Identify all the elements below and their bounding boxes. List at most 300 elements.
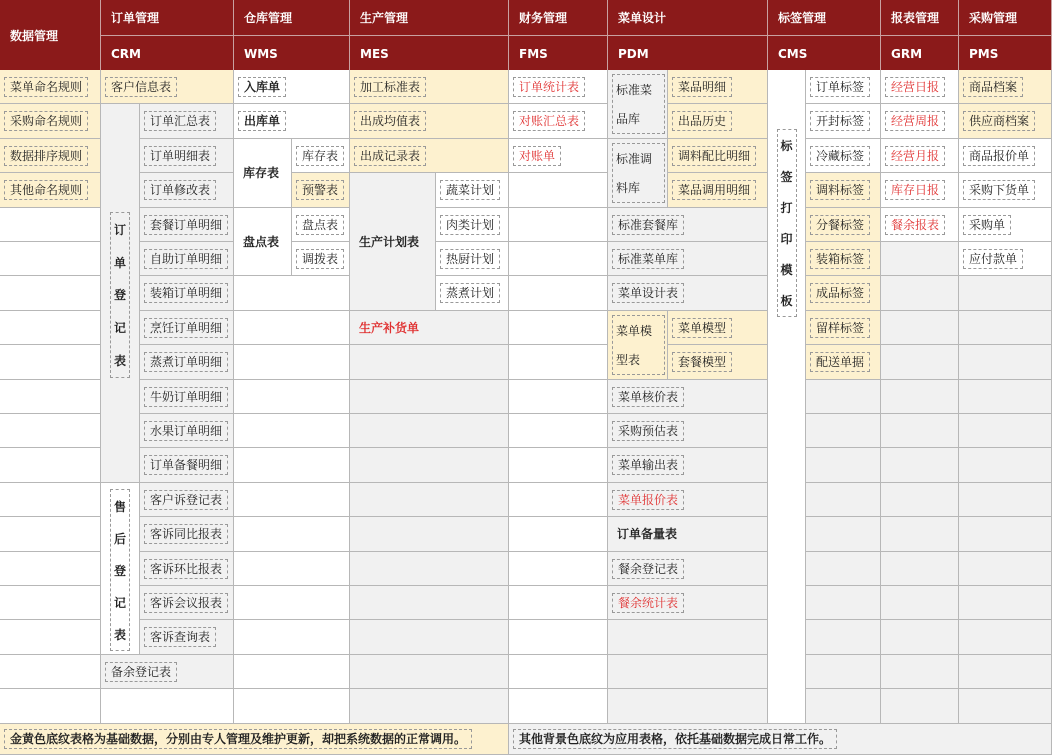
cms-tag-cell [806, 276, 881, 311]
wms-empty [234, 311, 350, 345]
cms-group-char: 印 [780, 232, 793, 246]
crm-customer-cell [101, 70, 234, 104]
header-module-title [959, 0, 1052, 36]
pdm-model-sub-wrap [672, 318, 732, 338]
grm-cell [881, 242, 959, 276]
cms-tag-cell [806, 586, 881, 620]
cms-tag-item[interactable]: 冷藏标签 [810, 146, 870, 166]
pms-cell [959, 276, 1052, 311]
crm-order-item-wrap [144, 215, 228, 235]
cms-tag-item-wrap [810, 215, 870, 235]
pdm-stdadj-sub-wrap [672, 146, 756, 166]
wms-empty [234, 689, 350, 724]
fms-item[interactable]: 对账单 [513, 146, 561, 166]
crm-order-item[interactable]: 订单备餐明细 [144, 455, 228, 475]
pms-cell [959, 448, 1052, 483]
mes-plan-sub-cell [436, 208, 509, 242]
pdm-row2-item[interactable]: 菜单输出表 [612, 455, 684, 475]
crm-after-item[interactable]: 客诉会议报表 [144, 593, 228, 613]
pdm-stdadj-sub-cell [668, 139, 768, 173]
grm-cell [881, 517, 959, 552]
wms-stock-sub-cell [292, 139, 350, 173]
col0-rule-item[interactable]: 菜单命名规则 [4, 77, 88, 97]
wms-out-cell [234, 104, 350, 139]
fms-item-wrap [513, 77, 585, 97]
mes-plan-sub[interactable]: 蒸煮计划 [440, 283, 500, 303]
fms-cell [509, 276, 608, 311]
crm-after-cell [140, 483, 234, 517]
crm-after-group-char: 记 [113, 595, 126, 610]
fms-item[interactable]: 订单统计表 [513, 77, 585, 97]
pdm-stdlib-sub-wrap [672, 77, 732, 97]
pms-item[interactable]: 采购下货单 [963, 180, 1035, 200]
mes-empty [350, 620, 509, 655]
crm-after-group-char: 后 [113, 531, 126, 546]
cms-tag-item[interactable]: 配送单据 [810, 352, 870, 372]
grm-item[interactable]: 库存日报 [885, 180, 945, 200]
wms-empty [234, 276, 350, 311]
mes-empty [350, 552, 509, 586]
crm-order-cell [140, 276, 234, 311]
mes-item-wrap [354, 146, 426, 166]
crm-after-cell [140, 620, 234, 655]
pdm-model[interactable] [612, 315, 665, 375]
crm-after-group [101, 483, 140, 655]
fms-cell [509, 139, 608, 173]
grm-cell [881, 173, 959, 208]
header-module-code [608, 36, 768, 72]
footer-app-note-text: 其他背景色底纹为应用表格，依托基础数据完成日常工作。 [513, 729, 837, 749]
wms-in[interactable]: 入库单 [238, 77, 286, 97]
crm-order-item[interactable]: 套餐订单明细 [144, 215, 228, 235]
col0-rule-item-wrap [4, 180, 88, 200]
pdm-model-sub[interactable]: 菜单模型 [672, 318, 732, 338]
header-module-title [350, 0, 509, 36]
mes-plan-sub[interactable]: 蔬菜计划 [440, 180, 500, 200]
col0-rule-item[interactable]: 数据排序规则 [4, 146, 88, 166]
col0-cell [0, 655, 101, 689]
fms-cell [509, 655, 608, 689]
cms-tag-cell [806, 655, 881, 689]
pms-item-wrap [963, 146, 1035, 166]
pms-cell [959, 414, 1052, 448]
header-module-code [959, 36, 1052, 72]
wms-empty [234, 620, 350, 655]
pms-cell [959, 70, 1052, 104]
wms-stock-wrap [238, 164, 284, 182]
cms-tag-item-wrap [810, 146, 870, 166]
crm-order-item[interactable]: 蒸煮订单明细 [144, 352, 228, 372]
crm-order-item[interactable]: 订单明细表 [144, 146, 216, 166]
mes-plan-cell [350, 173, 436, 311]
pdm-stdadj-cell [608, 139, 668, 208]
mes-item[interactable]: 出成均值表 [354, 111, 426, 131]
footer-base-note-text: 金黄色底纹表格为基础数据，分别由专人管理及维护更新，却把系统数据的正常调用。 [4, 729, 472, 749]
header-module-title-text: 生产管理 [360, 11, 409, 25]
cms-tag-item-wrap [810, 352, 870, 372]
pms-cell [959, 242, 1052, 276]
crm-after-item-wrap [144, 593, 228, 613]
crm-order-group-label [110, 212, 130, 378]
grm-item-wrap [885, 180, 945, 200]
pdm-model-sub-wrap [672, 352, 732, 372]
pms-cell [959, 104, 1052, 139]
mes-item-wrap [354, 111, 426, 131]
mes-empty [350, 689, 509, 724]
pms-item-wrap [963, 77, 1023, 97]
pdm-stdlib-sub[interactable]: 出品历史 [672, 111, 732, 131]
fms-cell [509, 517, 608, 552]
pdm-row2-item[interactable]: 餐余统计表 [612, 593, 684, 613]
pms-item-wrap [963, 111, 1035, 131]
wms-check[interactable]: 盘点表 [243, 234, 280, 249]
fms-cell [509, 483, 608, 517]
crm-order-item-wrap [144, 318, 228, 338]
cms-group-label [777, 129, 797, 317]
header-data-management [0, 0, 101, 72]
mes-empty [350, 448, 509, 483]
grm-item[interactable]: 经营周报 [885, 111, 945, 131]
crm-order-item-wrap [144, 283, 228, 303]
crm-order-group-char: 单 [113, 255, 126, 270]
mes-plan-sub-cell [436, 276, 509, 311]
cms-tag-item-wrap [810, 283, 870, 303]
wms-empty [234, 345, 350, 380]
cms-tag-item[interactable]: 分餐标签 [810, 215, 870, 235]
cms-group-char: 板 [780, 294, 793, 308]
cms-group-char: 标 [780, 139, 793, 153]
mes-item-cell [350, 70, 509, 104]
cms-tag-item[interactable]: 留样标签 [810, 318, 870, 338]
cms-tag-cell [806, 104, 881, 139]
mes-empty [350, 380, 509, 414]
pdm-row2-cell [608, 552, 768, 586]
pms-cell [959, 173, 1052, 208]
grm-item-wrap [885, 215, 945, 235]
crm-order-cell [140, 139, 234, 173]
grm-cell [881, 483, 959, 517]
pdm-empty [608, 655, 768, 689]
fms-cell [509, 552, 608, 586]
fms-cell [509, 173, 608, 208]
grm-cell [881, 655, 959, 689]
mes-plan-sub-wrap [440, 180, 500, 200]
mes-plan-sub-wrap [440, 283, 500, 303]
header-module-code-text: PMS [969, 46, 999, 61]
grm-item[interactable]: 经营月报 [885, 146, 945, 166]
wms-check-cell [234, 208, 292, 276]
pdm-stdadj-sub-wrap [672, 180, 756, 200]
grm-cell [881, 208, 959, 242]
pms-item[interactable]: 商品报价单 [963, 146, 1035, 166]
pms-item[interactable]: 应付款单 [963, 249, 1023, 269]
col0-cell [0, 414, 101, 448]
header-module-code [881, 36, 959, 72]
pdm-stdlib-sub-wrap [672, 111, 732, 131]
cms-tag-cell [806, 139, 881, 173]
grm-cell [881, 311, 959, 345]
wms-warn[interactable]: 预警表 [296, 180, 344, 200]
crm-order-item[interactable]: 水果订单明细 [144, 421, 228, 441]
cms-group-cell [768, 70, 806, 724]
crm-order-item[interactable]: 牛奶订单明细 [144, 387, 228, 407]
grm-cell [881, 276, 959, 311]
pdm-row2-cell [608, 380, 768, 414]
wms-in-cell [234, 70, 350, 104]
grm-item[interactable]: 经营日报 [885, 77, 945, 97]
crm-after-item-wrap [144, 627, 216, 647]
pdm-stdadj-sub[interactable]: 调料配比明细 [672, 146, 756, 166]
crm-after-group-char: 售 [113, 499, 126, 514]
col0-cell [0, 311, 101, 345]
cms-tag-item[interactable]: 调料标签 [810, 180, 870, 200]
cms-tag-cell [806, 242, 881, 276]
fms-cell [509, 345, 608, 380]
wms-empty [234, 380, 350, 414]
pdm-empty [608, 689, 768, 724]
crm-after-item[interactable]: 客户诉登记表 [144, 490, 228, 510]
pms-cell [959, 139, 1052, 173]
mes-item[interactable]: 出成记录表 [354, 146, 426, 166]
header-module-code-text: WMS [244, 46, 278, 61]
wms-transfer-cell [292, 242, 350, 276]
pdm-row2-cell [608, 483, 768, 517]
cms-tag-cell [806, 689, 881, 724]
fms-cell [509, 414, 608, 448]
pms-cell [959, 689, 1052, 724]
pms-item[interactable]: 供应商档案 [963, 111, 1035, 131]
header-module-code [234, 36, 350, 72]
cms-tag-cell [806, 208, 881, 242]
mes-plan-sub-wrap [440, 215, 500, 235]
mes-plan-sub-cell [436, 173, 509, 208]
crm-after-group-char: 登 [113, 563, 126, 578]
grm-item[interactable]: 餐余报表 [885, 215, 945, 235]
pdm-row2-item[interactable]: 餐余登记表 [612, 559, 684, 579]
cms-group-char: 模 [780, 263, 793, 277]
grm-cell [881, 380, 959, 414]
pdm-stdlib-sub-cell [668, 104, 768, 139]
header-module-code [101, 36, 234, 72]
header-module-code-text: GRM [891, 46, 923, 61]
crm-order-cell [140, 448, 234, 483]
pdm-model-sub-cell [668, 345, 768, 380]
cms-tag-item-wrap [810, 77, 870, 97]
wms-check-wrap [238, 233, 284, 251]
cms-tag-item-wrap [810, 111, 870, 131]
mes-item[interactable]: 加工标准表 [354, 77, 426, 97]
col0-cell [0, 345, 101, 380]
cms-tag-item-wrap [810, 180, 870, 200]
pms-cell [959, 620, 1052, 655]
col0-cell [0, 620, 101, 655]
wms-empty [234, 414, 350, 448]
cms-tag-cell [806, 620, 881, 655]
col0-cell [0, 380, 101, 414]
wms-check-sub-cell [292, 208, 350, 242]
crm-after-item[interactable]: 客诉查询表 [144, 627, 216, 647]
crm-bottom-cell [101, 655, 234, 689]
header-module-code-text: CRM [111, 46, 141, 61]
pdm-row-cell [608, 276, 768, 311]
pdm-row2-item-wrap [612, 455, 684, 475]
pdm-stdlib-sub[interactable]: 菜品明细 [672, 77, 732, 97]
crm-order-item[interactable]: 装箱订单明细 [144, 283, 228, 303]
pdm-stdadj[interactable] [612, 143, 665, 203]
fms-cell [509, 208, 608, 242]
pdm-model-sub[interactable]: 套餐模型 [672, 352, 732, 372]
fms-item[interactable]: 对账汇总表 [513, 111, 585, 131]
mes-empty [350, 586, 509, 620]
cms-tag-item[interactable]: 开封标签 [810, 111, 870, 131]
pdm-empty [608, 620, 768, 655]
pms-cell [959, 483, 1052, 517]
pms-item[interactable]: 商品档案 [963, 77, 1023, 97]
crm-after-group-label [110, 489, 130, 651]
pms-item[interactable]: 采购单 [963, 215, 1011, 235]
mes-plan-sub-wrap [440, 249, 500, 269]
pdm-row2-item[interactable]: 菜单报价表 [612, 490, 684, 510]
col0-rule-item-wrap [4, 77, 88, 97]
grm-cell [881, 345, 959, 380]
col0-cell [0, 173, 101, 208]
wms-stock[interactable]: 库存表 [243, 166, 280, 180]
mes-plan-sub[interactable]: 肉类计划 [440, 215, 500, 235]
mes-plan-sub[interactable]: 热厨计划 [440, 249, 500, 269]
pdm-stdadj-sub-cell [668, 173, 768, 208]
crm-customer-info[interactable]: 客户信息表 [105, 77, 177, 97]
grm-cell [881, 586, 959, 620]
cms-group-char: 打 [780, 201, 793, 215]
crm-order-item[interactable]: 订单汇总表 [144, 111, 216, 131]
col0-cell [0, 448, 101, 483]
wms-stock-sub[interactable]: 库存表 [296, 146, 344, 166]
mes-replenish-cell [350, 311, 509, 345]
col0-cell [0, 689, 101, 724]
wms-check-sub[interactable]: 盘点表 [296, 215, 344, 235]
crm-order-cell [140, 311, 234, 345]
crm-order-item-wrap [144, 180, 216, 200]
pms-cell [959, 380, 1052, 414]
cms-tag-cell [806, 70, 881, 104]
pdm-row2-item[interactable]: 订单备量表 [617, 527, 678, 541]
cms-tag-cell [806, 380, 881, 414]
crm-order-item[interactable]: 订单修改表 [144, 180, 216, 200]
mes-replenish[interactable]: 生产补货单 [359, 320, 420, 335]
pms-cell [959, 345, 1052, 380]
crm-empty [101, 689, 234, 724]
pdm-stdlib[interactable] [612, 74, 665, 134]
fms-cell [509, 689, 608, 724]
cms-tag-item[interactable]: 成品标签 [810, 283, 870, 303]
col0-cell [0, 139, 101, 173]
cms-tag-item[interactable]: 订单标签 [810, 77, 870, 97]
cms-tag-cell [806, 414, 881, 448]
grm-item-wrap [885, 77, 945, 97]
cms-tag-cell [806, 552, 881, 586]
mes-empty [350, 414, 509, 448]
wms-out[interactable]: 出库单 [238, 111, 286, 131]
col0-cell [0, 276, 101, 311]
crm-order-cell [140, 104, 234, 139]
cms-tag-cell [806, 483, 881, 517]
cms-tag-item[interactable]: 装箱标签 [810, 249, 870, 269]
crm-order-cell [140, 414, 234, 448]
wms-empty [234, 448, 350, 483]
crm-after-cell [140, 552, 234, 586]
pms-item-wrap [963, 249, 1023, 269]
mes-empty [350, 517, 509, 552]
crm-order-group-char: 表 [113, 354, 126, 369]
header-data-management-text: 数据管理 [10, 29, 59, 43]
cms-tag-cell [806, 345, 881, 380]
pms-cell [959, 586, 1052, 620]
cms-tag-item-wrap [810, 318, 870, 338]
fms-cell [509, 586, 608, 620]
crm-order-item-wrap [144, 421, 228, 441]
crm-order-group-char: 记 [113, 321, 126, 336]
grm-cell [881, 414, 959, 448]
pdm-row2-item[interactable]: 菜单核价表 [612, 387, 684, 407]
pdm-row2-item-wrap [612, 490, 684, 510]
header-module-title [234, 0, 350, 36]
pdm-stdadj-part: 料库 [616, 181, 641, 195]
pdm-row-item-wrap [612, 283, 684, 303]
pdm-model-part: 型表 [616, 353, 641, 367]
wms-transfer-wrap [296, 249, 344, 269]
crm-after-item-wrap [144, 559, 228, 579]
pdm-row-cell [608, 208, 768, 242]
crm-order-group-char: 订 [113, 222, 126, 237]
fms-cell [509, 448, 608, 483]
pdm-row2-item-wrap [612, 525, 682, 543]
crm-after-item[interactable]: 客诉环比报表 [144, 559, 228, 579]
footer-app-note [509, 724, 1052, 755]
mes-plan-sub-cell [436, 242, 509, 276]
pdm-row-item[interactable]: 标准套餐库 [612, 215, 684, 235]
wms-warn-wrap [296, 180, 344, 200]
pms-cell [959, 208, 1052, 242]
pdm-row2-item[interactable]: 采购预估表 [612, 421, 684, 441]
header-module-code-text: PDM [618, 46, 649, 61]
crm-after-item[interactable]: 客诉同比报表 [144, 524, 228, 544]
col0-rule-item[interactable]: 采购命名规则 [4, 111, 88, 131]
cms-tag-cell [806, 517, 881, 552]
pdm-row-item[interactable]: 菜单设计表 [612, 283, 684, 303]
crm-after-group-char: 表 [113, 627, 126, 642]
mes-empty [350, 483, 509, 517]
header-module-code-text: MES [360, 46, 389, 61]
mes-plan-wrap [354, 233, 424, 251]
crm-order-item[interactable]: 烹饪订单明细 [144, 318, 228, 338]
grm-cell [881, 139, 959, 173]
pdm-row-item[interactable]: 标准菜单库 [612, 249, 684, 269]
mes-plan[interactable]: 生产计划表 [359, 234, 420, 249]
col0-cell [0, 483, 101, 517]
pms-cell [959, 311, 1052, 345]
mes-empty [350, 655, 509, 689]
col0-rule-item[interactable]: 其他命名规则 [4, 180, 88, 200]
col0-cell [0, 70, 101, 104]
crm-bottom-item[interactable]: 备余登记表 [105, 662, 177, 682]
header-module-title [608, 0, 768, 36]
wms-transfer[interactable]: 调拨表 [296, 249, 344, 269]
wms-empty [234, 483, 350, 517]
crm-order-item[interactable]: 自助订单明细 [144, 249, 228, 269]
pdm-stdadj-sub[interactable]: 菜品调用明细 [672, 180, 756, 200]
pdm-row2-item-wrap [612, 387, 684, 407]
pms-cell [959, 655, 1052, 689]
